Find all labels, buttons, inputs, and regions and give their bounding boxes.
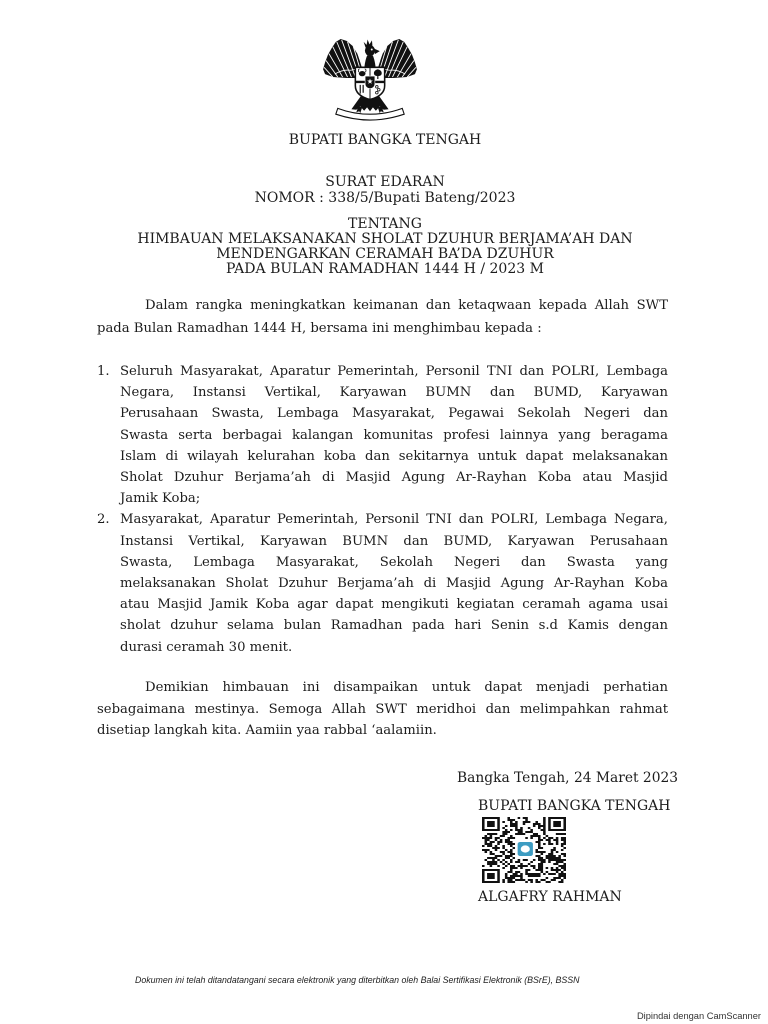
list-item-1: [97, 361, 668, 509]
closing-line: sebagaimana mestinya. Semoga Allah SWT meridhoi dan melimpahkan rahmat: [97, 701, 668, 717]
closing-paragraph: [97, 677, 668, 742]
scanner-watermark: Dipindai dengan CamScanner: [636, 1011, 761, 1021]
intro-line: pada Bulan Ramadhan 1444 H, bersama ini menghimbau kepada :: [97, 320, 542, 336]
list-item-2-line: melaksanakan Sholat Dzuhur Berjama’ah di Masjid Agung Ar-Rayhan Koba: [120, 576, 668, 592]
list-item-2-line: Masyarakat, Aparatur Pemerintah, Personil TNI dan POLRI, Lembaga Negara,: [120, 512, 668, 528]
list-item-1-line: Perusahaan Swasta, Lembaga Masyarakat, Pegawai Sekolah Negeri dan: [120, 406, 668, 422]
subject-line: PADA BULAN RAMADHAN 1444 H / 2023 M: [226, 261, 544, 277]
beak: [374, 49, 379, 54]
place-and-date: Bangka Tengah, 24 Maret 2023: [457, 770, 679, 786]
instruction-list: [97, 361, 668, 658]
garuda-pancasila-emblem-icon: [320, 37, 420, 122]
signatory-name: ALGAFRY RAHMAN: [478, 889, 622, 905]
subject-label: TENTANG: [348, 216, 422, 232]
list-item-number: 2.: [97, 512, 110, 528]
list-item-1-line: Seluruh Masyarakat, Aparatur Pemerintah, Personil TNI dan POLRI, Lembaga: [120, 364, 668, 379]
document-type: SURAT EDARAN: [325, 174, 445, 190]
list-item-number: 1.: [97, 364, 110, 379]
list-item-2-line: atau Masjid Jamik Koba agar dapat mengikuti kegiatan ceramah agama usai: [120, 597, 668, 613]
intro-paragraph: [97, 295, 668, 340]
closing-line: Demikian himbauan ini disampaikan untuk dapat menjadi perhatian: [145, 680, 668, 695]
list-item-2-line: durasi ceramah 30 menit.: [120, 639, 293, 655]
list-item-2-line: Instansi Vertikal, Karyawan BUMN dan BUMD, Karyawan Perusahaan: [120, 533, 668, 549]
list-item-text: [120, 361, 668, 509]
list-item-2-line: sholat dzuhur selama bulan Ramadhan pada hari Senin s.d Kamis dengan: [120, 618, 668, 634]
issuer-title: BUPATI BANGKA TENGAH: [288, 132, 482, 148]
signatory-position: BUPATI BANGKA TENGAH: [478, 798, 671, 814]
list-item-1-line: Jamik Koba;: [120, 491, 201, 507]
list-item-1-line: Swasta serta berbagai kalangan komunitas profesi lainnya yang beragama: [120, 427, 668, 443]
list-item-1-line: Islam di wilayah kelurahan koba dan sekitarnya untuk dapat melaksanakan: [120, 448, 668, 464]
subject-line: MENDENGARKAN CERAMAH BA’DA DZUHUR: [216, 246, 554, 262]
list-item-text: [120, 509, 668, 657]
document-number: NOMOR : 338/5/Bupati Bateng/2023: [254, 190, 516, 206]
eye: [371, 49, 373, 51]
list-item-2: [97, 509, 668, 657]
head: [365, 45, 375, 56]
qr-code-icon: [482, 817, 566, 883]
subject-line: HIMBAUAN MELAKSANAKAN SHOLAT DZUHUR BERJAMA’AH DAN: [137, 231, 633, 247]
list-item-1-line: Sholat Dzuhur Berjama’ah di Masjid Agung Ar-Rayhan Koba atau Masjid: [120, 470, 668, 486]
electronic-signature-note: Dokumen ini telah ditandatangani secara elektronik yang diterbitkan oleh Balai Sertifikasi Elektronik (BSrE), BSSN: [135, 975, 580, 985]
intro-line: Dalam rangka meningkatkan keimanan dan ketaqwaan kepada Allah SWT: [145, 298, 668, 313]
shield: [355, 67, 384, 99]
qr-logo-mark: [521, 845, 530, 852]
closing-line: disetiap langkah kita. Aamiin yaa rabbal ‘aalamiin.: [97, 723, 437, 738]
list-item-1-line: Negara, Instansi Vertikal, Karyawan BUMN dan BUMD, Karyawan: [120, 385, 668, 401]
list-item-2-line: Swasta, Lembaga Masyarakat, Sekolah Negeri dan Swasta yang: [120, 554, 668, 570]
